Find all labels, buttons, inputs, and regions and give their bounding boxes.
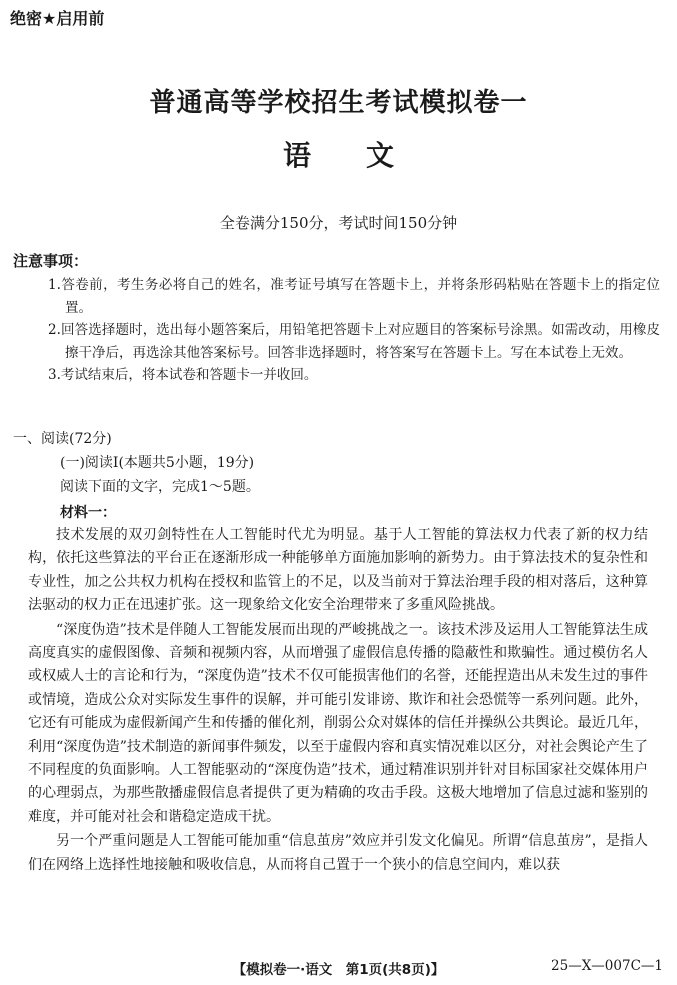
reading-passage bbox=[28, 524, 648, 878]
material-label: 材料一： bbox=[60, 505, 116, 521]
passage-paragraph-3: 另一个严重问题是人工智能可能加重“信息茧房”效应并引发文化偏见。所谓“信息茧房”，是指人们在网络上选择性地接触和吸收信息，从而将自己置于一个狭小的信息空间内，难以获 bbox=[28, 833, 648, 873]
notice-heading: 注意事项： bbox=[13, 252, 89, 270]
footer-code: 25—X—007C—1 bbox=[551, 958, 663, 974]
notice-list bbox=[48, 274, 660, 387]
passage-paragraph-1: 技术发展的双刃剑特性在人工智能时代尤为明显。基于人工智能的算法权力代表了新的权力结构，依托这些算法的平台正在逐渐形成一种能够单方面施加影响的新势力。由于算法技术的复杂性和专业性，加之公共权力机构在授权和监管上的不足，以及当前对于算法治理手段的相对落后，这种算法驱动的权力正在迅速扩张。这一现象给文化安全治理带来了多重风险挑战。 bbox=[28, 527, 648, 614]
footer-page-label: 【模拟卷一·语文 第1页(共8页)】 bbox=[232, 962, 445, 978]
reading-instruction: 阅读下面的文字，完成1～5题。 bbox=[60, 479, 260, 495]
notice-item-1: 1.答卷前，考生务必将自己的姓名，准考证号填写在答题卡上，并将条形码粘贴在答题卡上的指定位置。 bbox=[48, 277, 660, 316]
notice-item-2: 2.回答选择题时，选出每小题答案后，用铅笔把答题卡上对应题目的答案标号涂黑。如需改动，用橡皮擦干净后，再选涂其他答案标号。回答非选择题时，将答案写在答题卡上。写在本试卷上无效。 bbox=[48, 322, 660, 361]
secret-mark: 绝密★启用前 bbox=[10, 9, 105, 28]
subject-title: 语文 bbox=[282, 139, 449, 172]
exam-title: 普通高等学校招生考试模拟卷一 bbox=[149, 88, 528, 118]
notice-item-3: 3.考试结束后，将本试卷和答题卡一并收回。 bbox=[48, 367, 318, 383]
section-heading: 一、阅读(72分) bbox=[13, 431, 112, 447]
passage-paragraph-2: “深度伪造”技术是伴随人工智能发展而出现的严峻挑战之一。该技术涉及运用人工智能算法生成高度真实的虚假图像、音频和视频内容，从而增强了虚假信息传播的隐蔽性和欺骗性。通过模仿名人或权威人士的言论和行为，“深度伪造”技术不仅可能损害他们的名誉，还能捏造出从未发生过的事件或情境，造成公众对实际发生事件的误解，并可能引发诽谤、欺诈和社会恐慌等一系列问题。此外，它还有可能成为虚假新闻产生和传播的催化剂，削弱公众对媒体的信任并操纵公共舆论。最近几年，利用“深度伪造”技术制造的新闻事件频发，以至于虚假内容和真实情况难以区分，对社会舆论产生了不同程度的负面影响。人工智能驱动的“深度伪造”技术，通过精准识别并针对目标国家社交媒体用户的心理弱点，为那些散播虚假信息者提供了更为精确的攻击手段。这极大地增加了信息过滤和鉴别的难度，并可能对社会和谐稳定造成干扰。 bbox=[28, 621, 648, 825]
score-time-line: 全卷满分150分，考试时间150分钟 bbox=[219, 214, 458, 232]
section-subheading: (一)阅读Ⅰ(本题共5小题，19分) bbox=[60, 455, 255, 471]
